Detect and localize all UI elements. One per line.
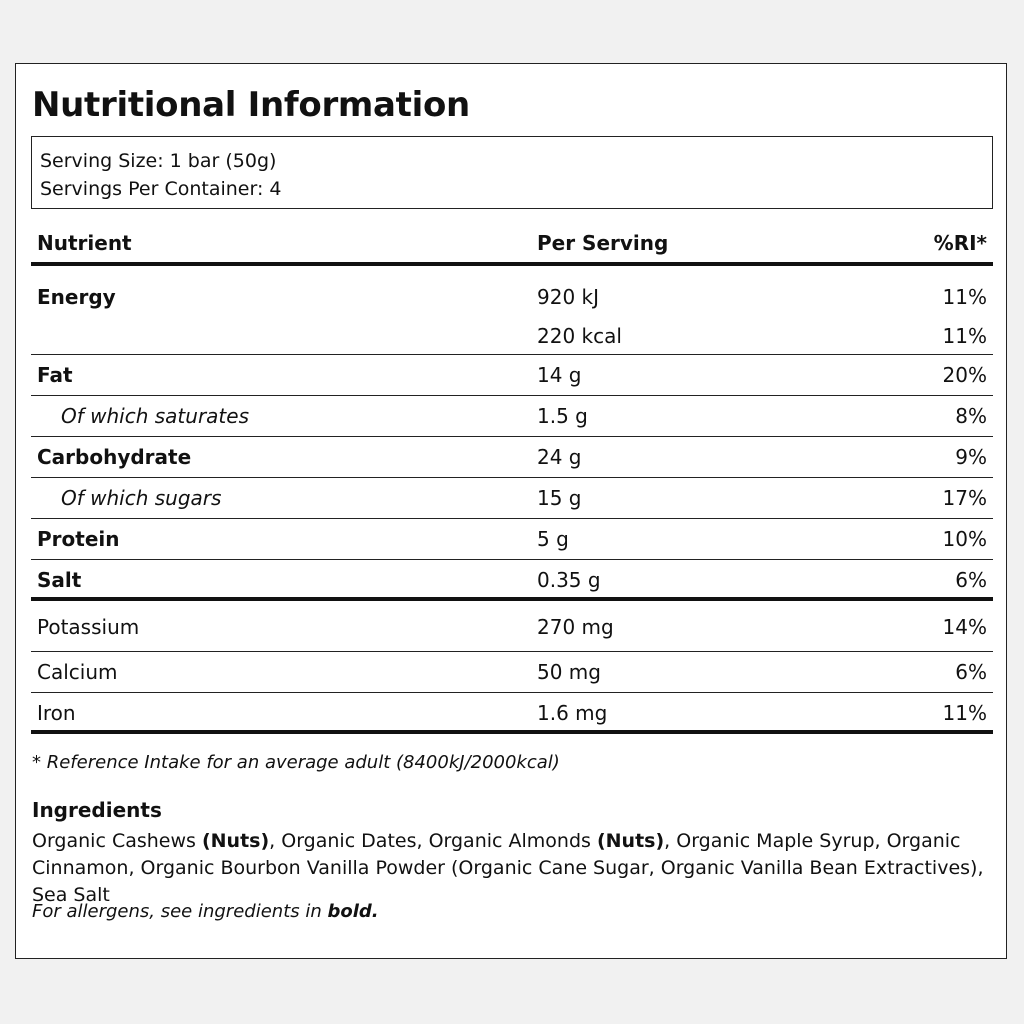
nutrient-name: Energy xyxy=(37,285,116,309)
nutrient-value: 24 g xyxy=(537,445,582,469)
servings-per-container: Servings Per Container: 4 xyxy=(40,178,282,200)
nutrition-table xyxy=(31,224,993,734)
ingredients-text-2: , Organic Dates, Organic Almonds xyxy=(269,830,597,852)
nutrient-value: 270 mg xyxy=(537,615,614,639)
header-nutrient: Nutrient xyxy=(37,231,132,255)
table-header-row xyxy=(31,224,993,266)
nutrient-ri: 9% xyxy=(955,445,987,469)
nutrient-name: Protein xyxy=(37,527,120,551)
nutrient-name: Iron xyxy=(37,701,76,725)
table-row-calcium xyxy=(31,652,993,693)
page-title: Nutritional Information xyxy=(32,85,470,125)
nutrient-value: 0.35 g xyxy=(537,568,601,592)
nutrient-ri: 6% xyxy=(955,660,987,684)
table-row-protein xyxy=(31,519,993,560)
table-row-iron xyxy=(31,693,993,734)
nutrient-ri: 10% xyxy=(942,527,987,551)
nutrient-ri: 17% xyxy=(942,486,987,510)
nutrient-ri: 11% xyxy=(942,701,987,725)
nutrient-ri: 6% xyxy=(955,568,987,592)
allergen-nuts-1: (Nuts) xyxy=(201,830,270,852)
ri-footnote: * Reference Intake for an average adult (8400kJ/2000kcal) xyxy=(32,752,560,773)
table-row-energy xyxy=(31,266,993,355)
table-row-carbohydrate xyxy=(31,437,993,478)
table-row-sugars xyxy=(31,478,993,519)
allergen-note-bold: bold. xyxy=(327,901,379,922)
nutrient-name: Potassium xyxy=(37,615,140,639)
energy-kj-value: 920 kJ xyxy=(537,285,600,309)
table-row-saturates xyxy=(31,396,993,437)
ingredients-text-1: Organic Cashews xyxy=(32,830,202,852)
energy-kcal-ri: 11% xyxy=(942,324,987,348)
header-ri: %RI* xyxy=(933,231,987,255)
ingredients-list xyxy=(32,828,992,909)
nutrient-name: Of which sugars xyxy=(61,486,222,510)
allergen-note-text: For allergens, see ingredients in xyxy=(32,901,328,922)
energy-kcal-value: 220 kcal xyxy=(537,324,622,348)
nutrient-value: 1.5 g xyxy=(537,404,588,428)
nutrient-ri: 20% xyxy=(942,363,987,387)
serving-info-box xyxy=(31,136,993,209)
table-row-potassium xyxy=(31,601,993,652)
nutrient-name: Of which saturates xyxy=(61,404,249,428)
nutrient-value: 1.6 mg xyxy=(537,701,608,725)
nutrient-value: 14 g xyxy=(537,363,582,387)
allergen-note xyxy=(32,901,379,922)
nutrient-name: Salt xyxy=(37,568,82,592)
header-per-serving: Per Serving xyxy=(537,231,669,255)
nutrient-name: Calcium xyxy=(37,660,118,684)
ingredients-text-3: , Organic Maple Syrup, Organic Cinnamon, Organic Bourbon Vanilla Powder (Organic Cane Sugar, Organic Vanilla Bean Extractives), Sea Salt xyxy=(32,830,984,906)
nutrient-ri: 8% xyxy=(955,404,987,428)
nutrient-value: 50 mg xyxy=(537,660,601,684)
allergen-nuts-2: (Nuts) xyxy=(596,830,665,852)
nutrient-ri: 14% xyxy=(942,615,987,639)
table-row-fat xyxy=(31,355,993,396)
nutrient-name: Fat xyxy=(37,363,73,387)
nutrition-panel xyxy=(15,63,1007,959)
nutrient-name: Carbohydrate xyxy=(37,445,192,469)
nutrient-value: 5 g xyxy=(537,527,569,551)
table-row-salt xyxy=(31,560,993,601)
ingredients-heading: Ingredients xyxy=(32,798,162,822)
serving-size: Serving Size: 1 bar (50g) xyxy=(40,150,277,172)
nutrient-value: 15 g xyxy=(537,486,582,510)
energy-kj-ri: 11% xyxy=(942,285,987,309)
